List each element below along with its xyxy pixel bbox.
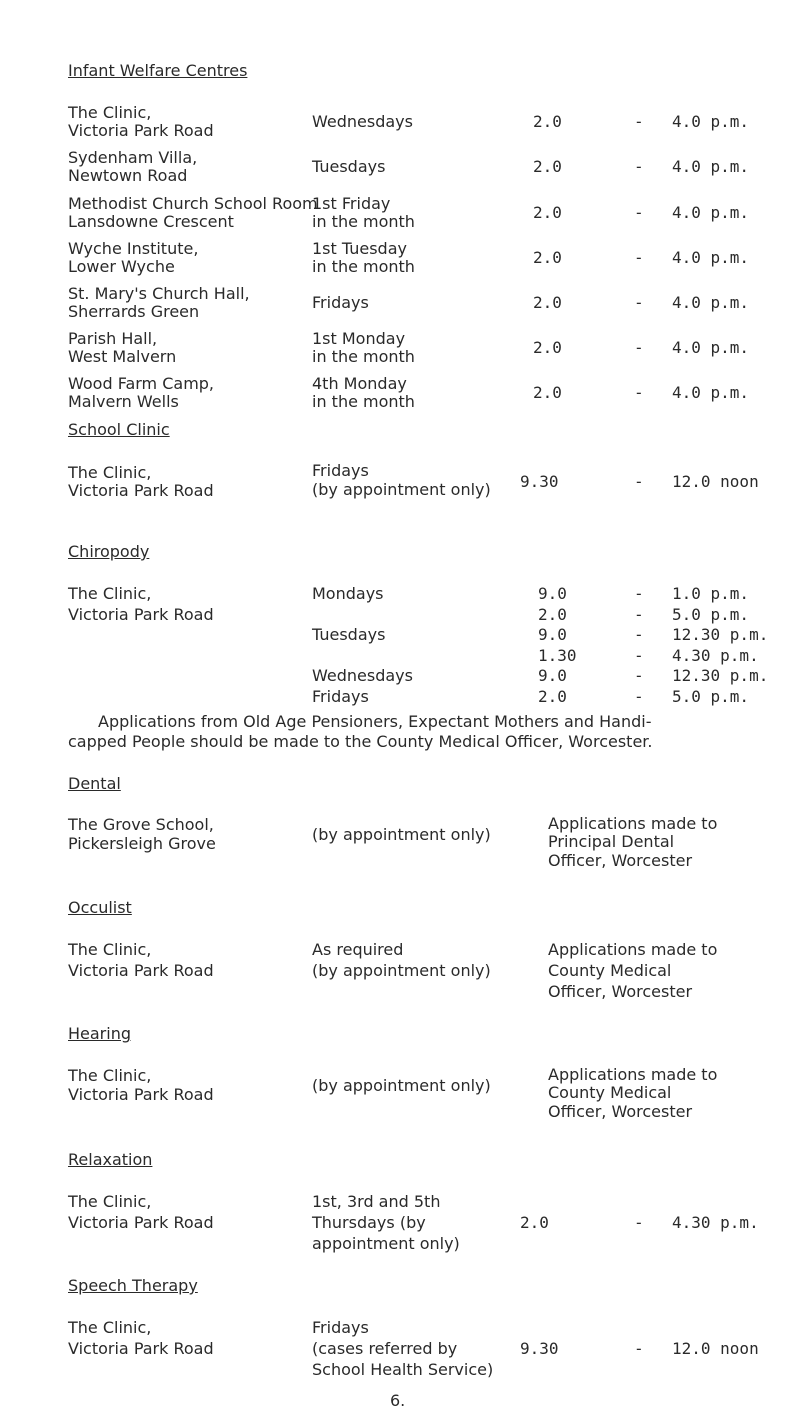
dental-heading: Dental: [68, 774, 121, 793]
location-name: Wyche Institute,: [68, 239, 199, 258]
applications-line1: Applications made to: [548, 814, 718, 833]
end-time: 12.30 p.m.: [672, 625, 769, 644]
time-dash: -: [634, 646, 644, 665]
time-dash: -: [634, 203, 644, 222]
session-days: Fridays: [312, 293, 369, 312]
start-time: 2.0: [538, 605, 567, 624]
session-days-note: in the month: [312, 392, 415, 411]
end-time: 12.0 noon: [672, 1339, 759, 1358]
start-time: 9.0: [538, 625, 567, 644]
session-days-note: School Health Service): [312, 1360, 494, 1379]
session-days-note: (cases referred by: [312, 1339, 458, 1358]
start-time: 2.0: [533, 248, 562, 267]
start-time: 2.0: [533, 157, 562, 176]
end-time: 4.0 p.m.: [672, 157, 750, 176]
start-time: 2.0: [520, 1213, 549, 1232]
applications-note-line1: Applications from Old Age Pensioners, Expectant Mothers and Handi-: [98, 712, 652, 731]
time-dash: -: [634, 625, 644, 644]
session-days: Wednesdays: [312, 112, 413, 131]
location-address: Victoria Park Road: [68, 481, 214, 500]
time-dash: -: [634, 383, 644, 402]
location-name: Parish Hall,: [68, 329, 158, 348]
location-name: St. Mary's Church Hall,: [68, 284, 250, 303]
session-days-note: in the month: [312, 347, 415, 366]
time-dash: -: [634, 1339, 644, 1358]
school-clinic-heading: School Clinic: [68, 420, 170, 439]
speech-therapy-heading: Speech Therapy: [68, 1276, 198, 1295]
time-dash: -: [634, 687, 644, 706]
session-day: Tuesdays: [312, 625, 386, 644]
location-address: Lansdowne Crescent: [68, 212, 234, 231]
time-dash: -: [634, 584, 644, 603]
session-days-note: Thursdays (by: [312, 1213, 426, 1232]
location-name: The Clinic,: [68, 584, 152, 603]
location-name: The Grove School,: [68, 815, 214, 834]
applications-line1: Applications made to: [548, 940, 718, 959]
location-address: Sherrards Green: [68, 302, 200, 321]
applications-note-line2: capped People should be made to the County Medical Officer, Worcester.: [68, 732, 653, 751]
location-address: Newtown Road: [68, 166, 188, 185]
session-days: Tuesdays: [312, 157, 386, 176]
session-days-note: in the month: [312, 257, 415, 276]
time-dash: -: [634, 112, 644, 131]
time-dash: -: [634, 1213, 644, 1232]
start-time: 2.0: [538, 687, 567, 706]
location-address: Victoria Park Road: [68, 961, 214, 980]
end-time: 4.0 p.m.: [672, 112, 750, 131]
location-name: The Clinic,: [68, 1318, 152, 1337]
location-address: Malvern Wells: [68, 392, 179, 411]
end-time: 4.30 p.m.: [672, 646, 759, 665]
location-address: Pickersleigh Grove: [68, 834, 216, 853]
session-days-note: (by appointment only): [312, 480, 491, 499]
start-time: 2.0: [533, 112, 562, 131]
hearing-heading: Hearing: [68, 1024, 131, 1043]
start-time: 2.0: [533, 338, 562, 357]
session-days: 1st Monday: [312, 329, 406, 348]
appointment-note: (by appointment only): [312, 825, 491, 844]
occulist-heading: Occulist: [68, 898, 132, 917]
session-day: Mondays: [312, 584, 384, 603]
start-time: 9.0: [538, 666, 567, 685]
start-time: 2.0: [533, 203, 562, 222]
session-days: Fridays: [312, 1318, 369, 1337]
applications-line2: Principal Dental: [548, 832, 675, 851]
time-dash: -: [634, 293, 644, 312]
location-address: Victoria Park Road: [68, 1213, 214, 1232]
end-time: 4.30 p.m.: [672, 1213, 759, 1232]
location-name: The Clinic,: [68, 103, 152, 122]
start-time: 1.30: [538, 646, 577, 665]
start-time: 9.30: [520, 1339, 559, 1358]
location-address: Victoria Park Road: [68, 121, 214, 140]
end-time: 4.0 p.m.: [672, 293, 750, 312]
start-time: 9.30: [520, 472, 559, 491]
location-address: West Malvern: [68, 347, 177, 366]
location-address: Victoria Park Road: [68, 1339, 214, 1358]
location-name: The Clinic,: [68, 463, 152, 482]
page-number: 6.: [390, 1391, 406, 1410]
location-name: Wood Farm Camp,: [68, 374, 215, 393]
appointment-note: appointment only): [312, 1234, 460, 1253]
location-address: Victoria Park Road: [68, 1085, 214, 1104]
end-time: 5.0 p.m.: [672, 605, 750, 624]
start-time: 9.0: [538, 584, 567, 603]
end-time: 5.0 p.m.: [672, 687, 750, 706]
start-time: 2.0: [533, 383, 562, 402]
session-days: 1st Tuesday: [312, 239, 407, 258]
location-address: Victoria Park Road: [68, 605, 214, 624]
session-day: Fridays: [312, 687, 369, 706]
location-name: The Clinic,: [68, 1066, 152, 1085]
session-days: 1st, 3rd and 5th: [312, 1192, 441, 1211]
location-address: Lower Wyche: [68, 257, 175, 276]
time-dash: -: [634, 248, 644, 267]
end-time: 12.0 noon: [672, 472, 759, 491]
applications-line1: Applications made to: [548, 1065, 718, 1084]
session-days: 4th Monday: [312, 374, 407, 393]
time-dash: -: [634, 605, 644, 624]
page-title: Infant Welfare Centres: [68, 61, 248, 80]
appointment-note: (by appointment only): [312, 1076, 491, 1095]
location-name: The Clinic,: [68, 940, 152, 959]
time-dash: -: [634, 157, 644, 176]
applications-line2: County Medical: [548, 961, 672, 980]
applications-line3: Officer, Worcester: [548, 982, 693, 1001]
session-days-note: in the month: [312, 212, 415, 231]
time-dash: -: [634, 472, 644, 491]
end-time: 4.0 p.m.: [672, 203, 750, 222]
time-dash: -: [634, 338, 644, 357]
time-dash: -: [634, 666, 644, 685]
session-days: 1st Friday: [312, 194, 391, 213]
end-time: 1.0 p.m.: [672, 584, 750, 603]
location-name: Methodist Church School Room: [68, 194, 318, 213]
applications-line2: County Medical: [548, 1083, 672, 1102]
location-name: Sydenham Villa,: [68, 148, 198, 167]
end-time: 4.0 p.m.: [672, 383, 750, 402]
appointment-note: (by appointment only): [312, 961, 491, 980]
applications-line3: Officer, Worcester: [548, 1102, 693, 1121]
applications-line3: Officer, Worcester: [548, 851, 693, 870]
chiropody-heading: Chiropody: [68, 542, 150, 561]
session-day: Wednesdays: [312, 666, 413, 685]
end-time: 4.0 p.m.: [672, 248, 750, 267]
session-days: Fridays: [312, 461, 369, 480]
relaxation-heading: Relaxation: [68, 1150, 153, 1169]
end-time: 4.0 p.m.: [672, 338, 750, 357]
end-time: 12.30 p.m.: [672, 666, 769, 685]
session-days: As required: [312, 940, 404, 959]
location-name: The Clinic,: [68, 1192, 152, 1211]
start-time: 2.0: [533, 293, 562, 312]
